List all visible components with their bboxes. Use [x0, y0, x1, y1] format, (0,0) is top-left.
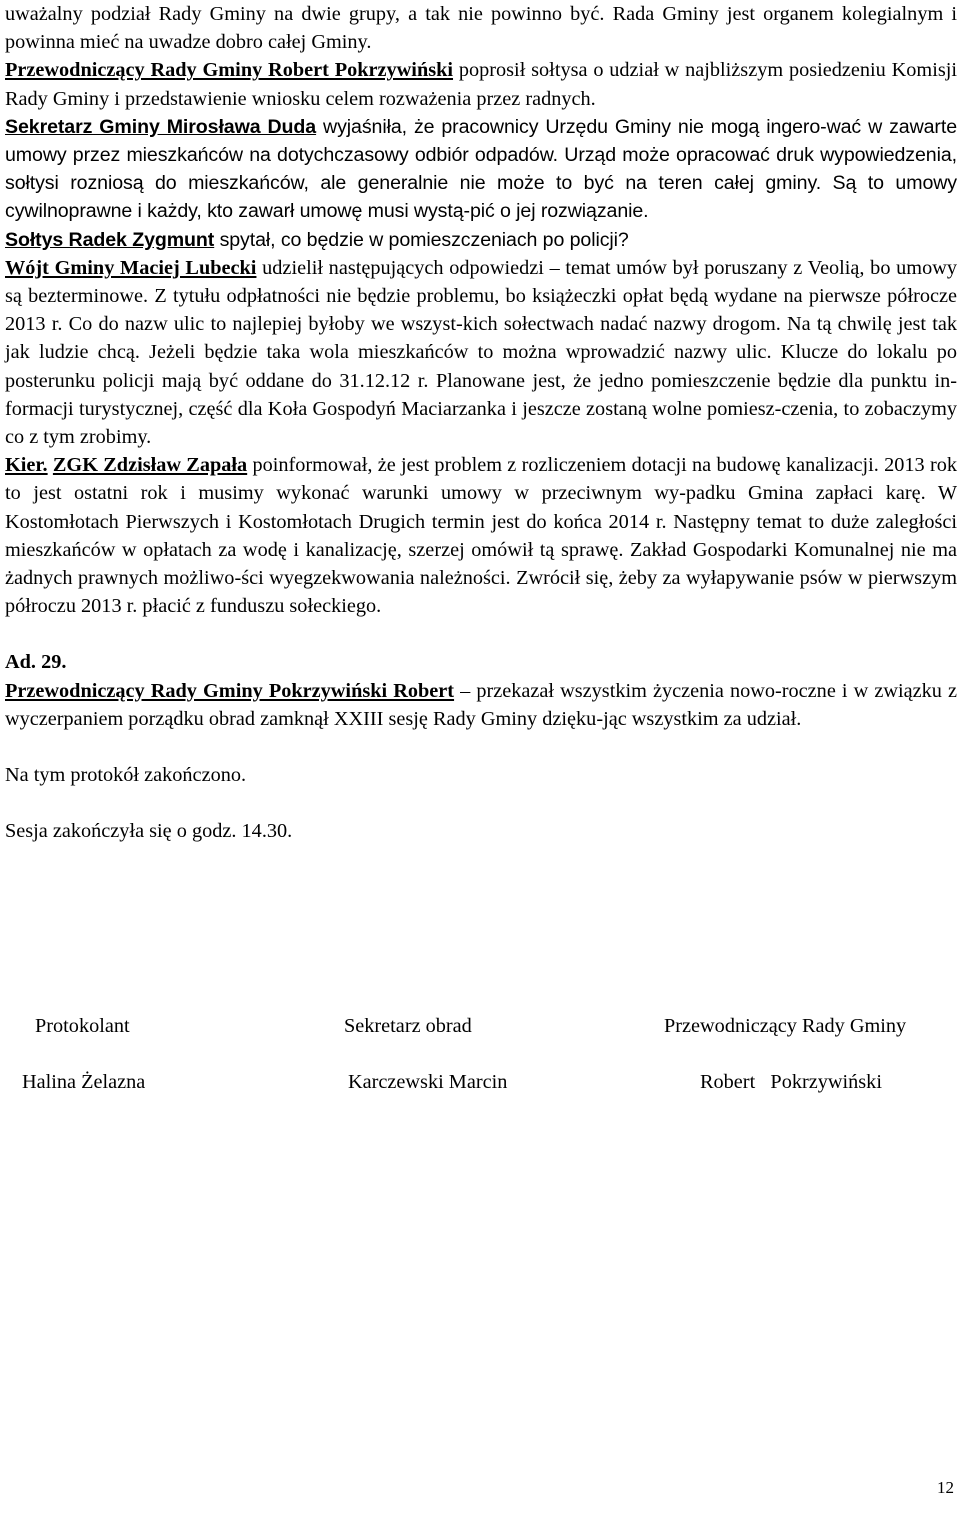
paragraph-wojt-answer	[5, 254, 957, 451]
paragraph-text: spytał, co będzie w pomieszczeniach po policji?	[214, 228, 629, 251]
signature-role-secretary: Sekretarz obrad	[344, 1015, 472, 1037]
spacer	[5, 733, 957, 761]
closing-statement: Na tym protokół zakończono.	[5, 764, 247, 787]
signature-role-recorder: Protokolant	[35, 1015, 130, 1037]
signature-name-recorder: Halina Żelazna	[22, 1071, 146, 1093]
paragraph-soltys-question	[5, 226, 957, 254]
paragraph-secretary-explanation	[5, 113, 957, 226]
speaker-name: Wójt Gminy Maciej Lubecki	[5, 256, 257, 279]
speaker-name: Sekretarz Gminy Mirosława Duda	[5, 115, 317, 138]
speaker-name: Sołtys Radek Zygmunt	[5, 228, 215, 251]
document-page	[5, 0, 957, 845]
paragraph-text: poprosił sołtysa o udział w najbliższym posiedzeniu Komisji Rady Gminy i przedstawienie wniosku celem rozważenia przez radnych.	[5, 59, 957, 110]
speaker-name: Przewodniczący Rady Gminy Pokrzywiński Robert	[5, 679, 455, 702]
paragraph-text: – przekazał wszystkim życzenia nowo-roczne i w związku z wyczerpaniem porządku obrad zamknął XXIII sesję Rady Gminy dzięku-jąc wszystkim za udział.	[5, 679, 957, 730]
paragraph-chairman-request	[5, 56, 957, 112]
paragraph-text: wyjaśniła, że pracownicy Urzędu Gminy nie mogą ingero-wać w zawarte umowy przez mieszkańców na dotychczasowy odbiór odpadów. Urząd może opracować druk wypowiedzenia, sołtysi rozniosą do mieszkańców, ale generalnie nie może to być na teren całej gminy. Są to umowy cywilnoprawne i każdy, kto zawarł umowę musi wystą-pić o jej rozwiązanie.	[5, 115, 957, 223]
paragraph-text: poinformował, że jest problem z rozliczeniem dotacji na budowę kanalizacji. 2013 rok to jest ostatni rok i musimy wykonać warunki umowy w przeciwnym wy-padku Gmina zapłaci karę. W Kostomłotach Pierwszych i Kostomłotach Drugich termin jest do końca 2014 r. Następny temat to duże zaległości mieszkańców w opłatach za wodę i kanalizację, szerzej omówił tą sprawę. Zakład Gospodarki Komunalnej nie ma żadnych prawnych możliwo-ści wyegzekwowania należności. Zwrócił się, żeby za wyłapywanie psów w pierwszym półroczu 2013 r. płacić z funduszu sołeckiego.	[5, 454, 957, 618]
paragraph-text: udzielił następujących odpowiedzi – temat umów był poruszany z Veolią, bo umowy są bezterminowe. Z tytułu odpłatności nie będzie problemu, bo książeczki opłat będą wydane na pierwsze półrocze 2013 r. Co do nazw ulic to najlepiej byłoby we wszyst-kich sołectwach nadać nazwy drogom. Na tą chwilę jest tak jak ludzie chcą. Jeżeli będzie taka wola mieszkańców to można wprowadzić nazwy ulic. Klucze do lokalu po posterunku policji mają być oddane do 31.12.12 r. Planowane jest, że jedno pomieszczenie będzie dla punktu in-formacji turystycznej, część dla Koła Gospodyń Maciarzanka i jeszcze zostaną wolne pomiesz-czenia, to zobaczymy co z tym zrobimy.	[5, 256, 958, 449]
signature-role-chairman: Przewodniczący Rady Gminy	[664, 1015, 907, 1037]
session-end-time: Sesja zakończyła się o godz. 14.30.	[5, 820, 293, 843]
speaker-name: ZGK Zdzisław Zapała	[52, 454, 248, 477]
signature-name-secretary: Karczewski Marcin	[348, 1071, 508, 1093]
signature-name-chairman: Robert Pokrzywiński	[700, 1071, 882, 1093]
paragraph-closing-session	[5, 677, 957, 733]
spacer	[5, 620, 957, 648]
agenda-item-heading: Ad. 29.	[5, 651, 67, 674]
speaker-name: Przewodniczący Rady Gminy Robert Pokrzywiński	[5, 59, 454, 82]
paragraph-zgk-report	[5, 451, 957, 620]
spacer	[5, 789, 957, 817]
speaker-title: Kier.	[5, 454, 48, 477]
paragraph-council-division	[5, 0, 957, 56]
paragraph-text: uważalny podział Rady Gminy na dwie grupy, a tak nie powinno być. Rada Gminy jest organem kolegialnym i powinna mieć na uwadze dobro całej Gminy.	[5, 3, 957, 54]
page-number: 12	[937, 1478, 954, 1497]
